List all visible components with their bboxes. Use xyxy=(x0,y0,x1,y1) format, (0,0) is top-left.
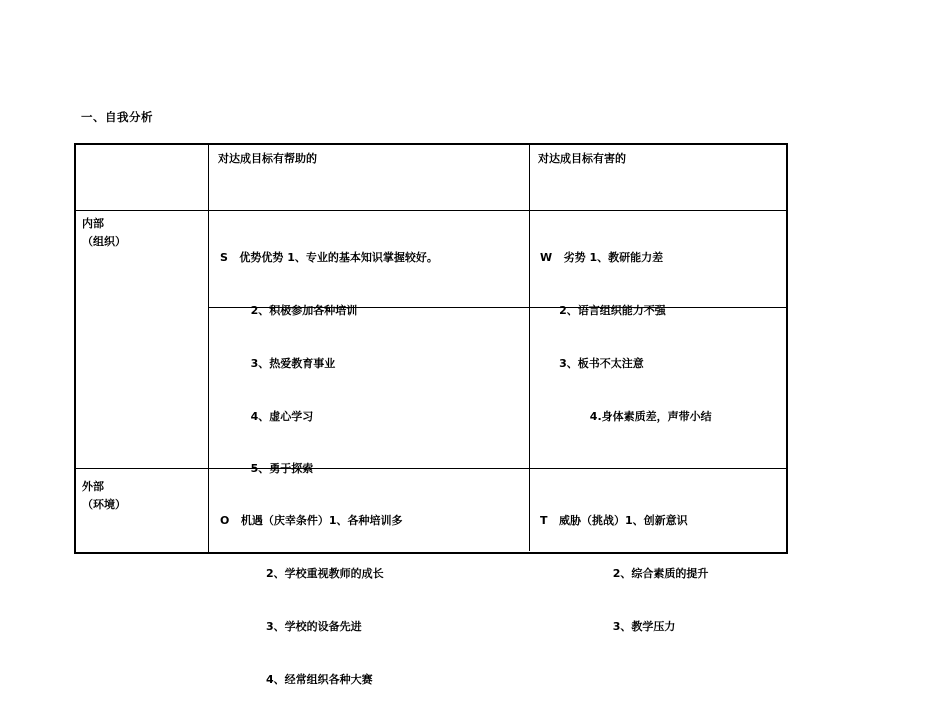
row-label-external-line2: （环境） xyxy=(82,498,126,511)
threat-item: 3、教学压力 xyxy=(540,619,676,633)
strengths-cell xyxy=(220,214,438,496)
weakness-item: 3、板书不太注意 xyxy=(540,356,644,370)
section-title: 一、自我分析 xyxy=(81,110,153,124)
threat-item: 2、综合素质的提升 xyxy=(540,566,709,580)
col-divider-1 xyxy=(208,143,209,554)
row-label-internal xyxy=(82,215,126,251)
threat-item: T 威胁（挑战）1、创新意识 xyxy=(540,514,688,528)
row-divider-header xyxy=(74,210,788,211)
row-label-external-line1: 外部 xyxy=(82,480,104,493)
header-helpful: 对达成目标有帮助的 xyxy=(218,152,317,165)
row-label-internal-line2: （组织） xyxy=(82,235,126,248)
opportunity-item: 2、学校重视教师的成长 xyxy=(220,566,384,580)
opportunities-cell xyxy=(220,477,403,706)
weakness-item: W 劣势 1、教研能力差 xyxy=(540,251,664,265)
row-label-external xyxy=(82,478,126,514)
row-label-internal-line1: 内部 xyxy=(82,217,104,230)
threats-cell xyxy=(540,477,708,653)
header-harmful: 对达成目标有害的 xyxy=(538,152,626,165)
strength-item: 4、虚心学习 xyxy=(220,409,314,423)
strength-item: S 优势优势 1、专业的基本知识掌握较好。 xyxy=(220,251,438,265)
weakness-item: 2、语言组织能力不强 xyxy=(540,303,666,317)
opportunity-item: 4、经常组织各种大赛 xyxy=(220,672,373,686)
col-divider-2 xyxy=(529,143,530,551)
strength-item: 3、热爱教育事业 xyxy=(220,356,336,370)
opportunity-item: 3、学校的设备先进 xyxy=(220,619,362,633)
weakness-item: 4.身体素质差，声带小结 xyxy=(540,409,712,423)
weaknesses-cell xyxy=(540,214,712,443)
strength-item: 2、积极参加各种培训 xyxy=(220,303,358,317)
strength-item: 5、勇于探索 xyxy=(220,462,314,476)
opportunity-item: O 机遇（庆幸条件）1、各种培训多 xyxy=(220,514,403,528)
